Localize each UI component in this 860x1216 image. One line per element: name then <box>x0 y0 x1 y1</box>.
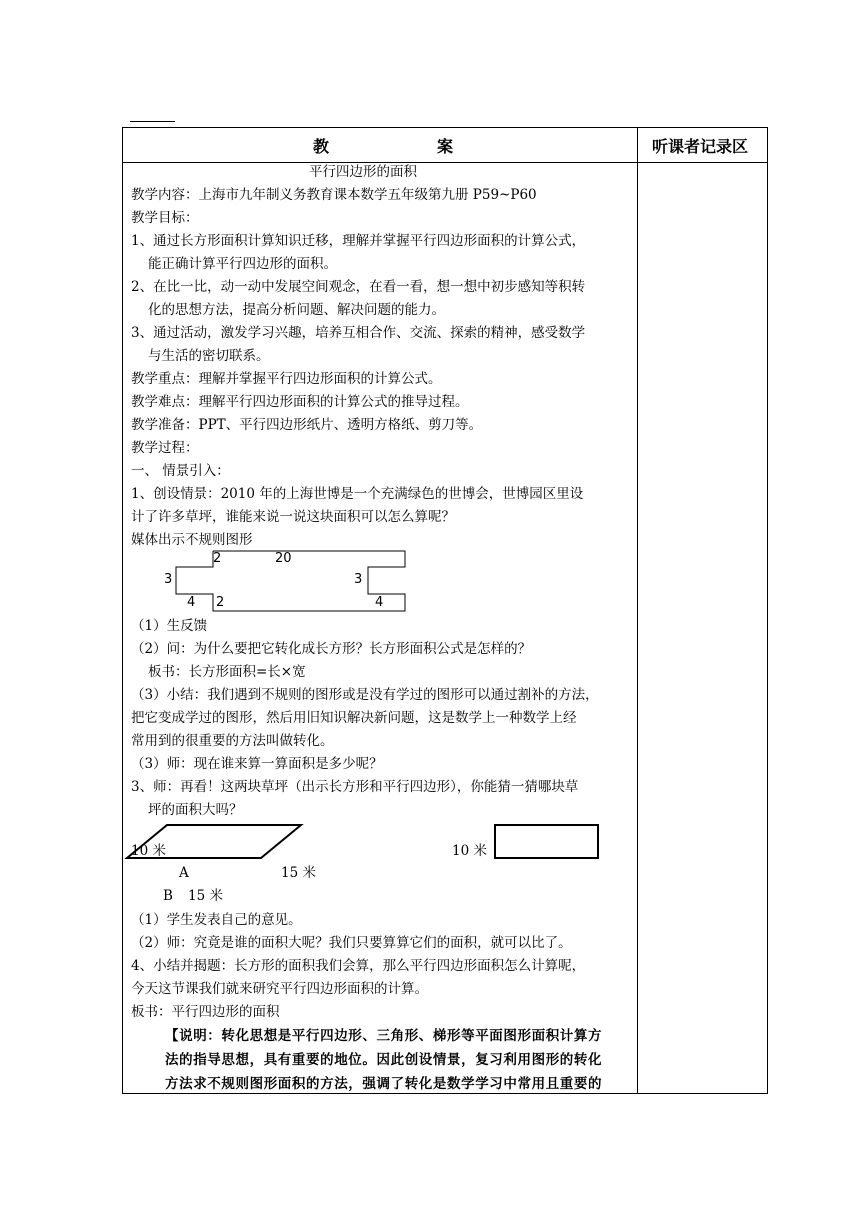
text-line: 1、通过长方形面积计算知识迁移，理解并掌握平行四边形面积的计算公式， <box>131 233 586 249</box>
text-line: 3、师：再看！这两块草坪（出示长方形和平行四边形），你能猜一猜哪块草 <box>131 779 579 795</box>
text-line: （3）师：现在谁来算一算面积是多少呢？ <box>131 756 383 772</box>
header-an: 案 <box>437 137 454 156</box>
text-line: 一、 情景引入： <box>131 463 230 479</box>
text-line: 教学准备：PPT、平行四边形纸片、透明方格纸、剪刀等。 <box>131 417 483 433</box>
text-line: （2）师：究竟是谁的面积大呢？我们只要算算它们的面积，就可以比了。 <box>131 935 572 951</box>
fig1-label-bottom-left-4: 4 <box>187 595 196 610</box>
text-line: 教学难点：理解平行四边形面积的计算公式的推导过程。 <box>131 394 469 410</box>
text-line: （2）问：为什么要把它转化成长方形？长方形面积公式是怎样的？ <box>131 641 532 657</box>
fig1-label-bottom-right-4: 4 <box>375 595 384 610</box>
text-line: 媒体出示不规则图形 <box>131 532 253 548</box>
fig1-label-bottom-2: 2 <box>216 595 225 610</box>
text-line: 板书：平行四边形的面积 <box>131 1004 280 1020</box>
fig2-label-b: B <box>163 888 173 904</box>
text-line: （3）小结：我们遇到不规则的图形或是没有学过的图形可以通过割补的方法， <box>131 687 599 703</box>
fig2-rect-base: 15 米 <box>188 888 223 904</box>
text-line: 能正确计算平行四边形的面积。 <box>148 256 337 272</box>
text-line: 教学目标： <box>131 210 199 226</box>
fig2-rect-height: 10 米 <box>452 843 487 859</box>
fig1-label-top-20: 20 <box>275 551 292 566</box>
text-line: 化的思想方法，提高分析问题、解决问题的能力。 <box>148 302 445 318</box>
text-line: 把它变成学过的图形，然后用旧知识解决新问题，这是数学上一种数学上经 <box>131 710 577 726</box>
header-record-area: 听课者记录区 <box>652 137 749 156</box>
text-line: 今天这节课我们就来研究平行四边形面积的计算。 <box>131 981 428 997</box>
fig1-label-top-2: 2 <box>213 551 222 566</box>
text-line: 常用到的很重要的方法叫做转化。 <box>131 733 334 749</box>
text-line: 与生活的密切联系。 <box>148 348 270 364</box>
fig2-label-a: A <box>179 865 189 881</box>
text-line: 1、创设情景：2010 年的上海世博是一个充满绿色的世博会，世博园区里设 <box>131 486 584 502</box>
text-line: 教学重点：理解并掌握平行四边形面积的计算公式。 <box>131 371 442 387</box>
note-line: 方法求不规则图形面积的方法，强调了转化是数学学习中常用且重要的 <box>165 1076 603 1092</box>
text-line: 4、小结并揭题：长方形的面积我们会算，那么平行四边形面积怎么计算呢， <box>131 958 586 974</box>
text-line: 计了许多草坪，谁能来说一说这块面积可以怎么算呢？ <box>131 509 455 525</box>
text-line: 平行四边形的面积 <box>309 164 417 180</box>
text-line: 板书：长方形面积=长×宽 <box>148 664 306 680</box>
note-line: 法的指导思想，具有重要的地位。因此创设情景，复习利用图形的转化 <box>165 1052 603 1068</box>
header-jiao: 教 <box>313 137 330 156</box>
fig1-label-left-3: 3 <box>164 572 173 587</box>
text-line: （1）学生发表自己的意见。 <box>131 912 302 928</box>
note-line: 【说明：转化思想是平行四边形、三角形、梯形等平面图形面积计算方 <box>165 1028 603 1044</box>
fig2-para-height: 10 米 <box>131 843 166 859</box>
fig1-label-right-3: 3 <box>354 572 363 587</box>
text-line: 教学内容：上海市九年制义务教育课本数学五年级第九册 P59~P60 <box>131 187 537 203</box>
fig2-para-base: 15 米 <box>281 865 316 881</box>
rectangle-shape <box>495 825 598 858</box>
text-line: 教学过程： <box>131 440 199 456</box>
text-line: 坪的面积大吗？ <box>148 802 243 818</box>
text-line: （1）生反馈 <box>131 618 208 634</box>
text-line: 3、通过活动，激发学习兴趣，培养互相合作、交流、探索的精神，感受数学 <box>131 325 586 341</box>
text-line: 2、在比一比，动一动中发展空间观念，在看一看，想一想中初步感知等积转 <box>131 279 586 295</box>
